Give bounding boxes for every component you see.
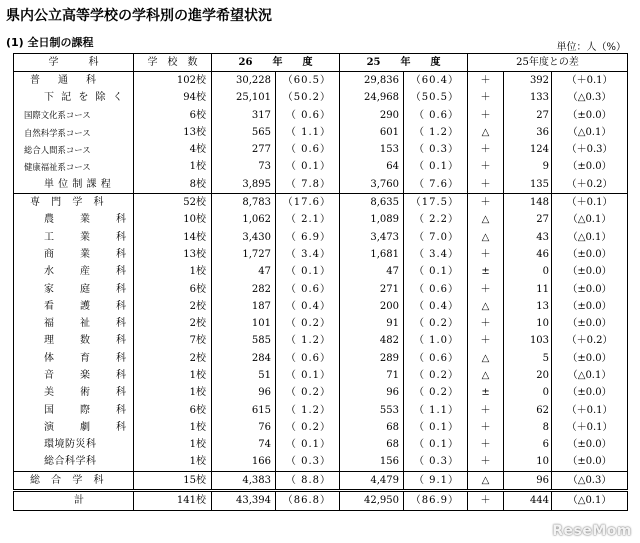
cell-n26: 47	[212, 264, 276, 281]
cell-n25: 96	[340, 385, 404, 402]
cell-dp: （△0.1）	[552, 212, 628, 229]
table-row	[14, 419, 628, 436]
table-row	[14, 212, 628, 229]
cell-sign: △	[468, 367, 504, 384]
cell-n26: 1,727	[212, 246, 276, 263]
cell-dn: 444	[504, 491, 552, 510]
cell-n25: 4,479	[340, 472, 404, 491]
cell-n25: 289	[340, 350, 404, 367]
cell-n25: 24,968	[340, 90, 404, 107]
cell-n26: 585	[212, 333, 276, 350]
cell-p26: （ 3.4）	[276, 246, 340, 263]
enrollment-table	[13, 53, 628, 511]
cell-sign: ＋	[468, 194, 504, 212]
cell-dn: 8	[504, 419, 552, 436]
table-row	[14, 90, 628, 107]
cell-sign: ＋	[468, 402, 504, 419]
cell-dp: （±0.0）	[552, 246, 628, 263]
cell-dp: （△0.1）	[552, 367, 628, 384]
cell-dp: （＋0.1）	[552, 402, 628, 419]
cell-p26: （ 0.2）	[276, 419, 340, 436]
cell-n26: 73	[212, 159, 276, 176]
cell-p25: （ 9.1）	[404, 472, 468, 491]
table-row	[14, 472, 628, 491]
cell-p26: （ 0.6）	[276, 281, 340, 298]
table-row	[14, 124, 628, 141]
cell-name: 体 育 科	[44, 352, 134, 364]
cell-p25: （ 0.6）	[404, 350, 468, 367]
cell-sign: △	[468, 124, 504, 141]
cell-n26: 30,228	[212, 72, 276, 90]
cell-dn: 27	[504, 107, 552, 124]
table-header-row	[14, 54, 628, 72]
cell-schools: 102校	[134, 72, 212, 90]
cell-dn: 103	[504, 333, 552, 350]
table-row	[14, 107, 628, 124]
cell-p26: （60.5）	[276, 72, 340, 90]
cell-name: 工 業 科	[44, 231, 134, 243]
header-gakka: 学 科	[14, 54, 134, 72]
table-row	[14, 176, 628, 194]
cell-sign: △	[468, 298, 504, 315]
cell-p26: （17.6）	[276, 194, 340, 212]
cell-dp: （△0.3）	[552, 90, 628, 107]
cell-name: 理 数 科	[44, 335, 134, 347]
cell-n25: 153	[340, 141, 404, 158]
cell-n26: 565	[212, 124, 276, 141]
table-row	[14, 298, 628, 315]
cell-p25: （ 0.6）	[404, 107, 468, 124]
cell-n25: 200	[340, 298, 404, 315]
cell-dp: （△0.3）	[552, 472, 628, 491]
cell-p25: （ 0.2）	[404, 385, 468, 402]
cell-schools: 1校	[134, 454, 212, 472]
cell-name: 専 門 学 科	[14, 194, 134, 212]
cell-schools: 1校	[134, 385, 212, 402]
cell-n26: 101	[212, 315, 276, 332]
cell-p25: （60.4）	[404, 72, 468, 90]
cell-schools: 6校	[134, 107, 212, 124]
cell-name: 音 楽 科	[44, 369, 134, 381]
cell-name: 単 位 制 課 程	[44, 178, 112, 190]
table-row	[14, 141, 628, 158]
cell-n25: 91	[340, 315, 404, 332]
cell-p26: （ 0.3）	[276, 454, 340, 472]
cell-p26: （ 1.2）	[276, 402, 340, 419]
cell-schools: 13校	[134, 124, 212, 141]
cell-p25: （ 0.2）	[404, 367, 468, 384]
cell-schools: 1校	[134, 159, 212, 176]
cell-p25: （ 0.3）	[404, 454, 468, 472]
cell-sign: ＋	[468, 437, 504, 454]
cell-p26: （ 1.1）	[276, 124, 340, 141]
cell-p26: （ 0.1）	[276, 159, 340, 176]
cell-dp: （△0.1）	[552, 124, 628, 141]
cell-name: 美 術 科	[44, 387, 134, 399]
cell-p26: （ 7.8）	[276, 176, 340, 194]
table-row	[14, 350, 628, 367]
cell-sign: △	[468, 472, 504, 491]
cell-sign: ＋	[468, 281, 504, 298]
table-row	[14, 72, 628, 90]
cell-dn: 46	[504, 246, 552, 263]
cell-name: 総合科学科	[44, 456, 97, 468]
cell-n25: 1,681	[340, 246, 404, 263]
cell-n25: 553	[340, 402, 404, 419]
cell-p26: （ 6.9）	[276, 229, 340, 246]
cell-dn: 5	[504, 350, 552, 367]
cell-p25: （ 7.0）	[404, 229, 468, 246]
cell-schools: 2校	[134, 350, 212, 367]
cell-p26: （ 1.2）	[276, 333, 340, 350]
cell-dn: 148	[504, 194, 552, 212]
header-diff: 25年度との差	[468, 54, 628, 72]
cell-dp: （＋0.3）	[552, 141, 628, 158]
cell-dn: 392	[504, 72, 552, 90]
cell-name: 環境防災科	[44, 439, 97, 451]
cell-p25: （86.9）	[404, 491, 468, 510]
cell-p25: （ 3.4）	[404, 246, 468, 263]
cell-dn: 6	[504, 437, 552, 454]
cell-name: 計	[14, 491, 134, 510]
cell-p25: （ 1.2）	[404, 124, 468, 141]
cell-dp: （±0.0）	[552, 107, 628, 124]
table-row	[14, 402, 628, 419]
table-row	[14, 281, 628, 298]
cell-n26: 43,394	[212, 491, 276, 510]
cell-n26: 25,101	[212, 90, 276, 107]
cell-dn: 36	[504, 124, 552, 141]
cell-name: 総 合 学 科	[14, 472, 134, 491]
cell-sign: ＋	[468, 454, 504, 472]
cell-sign: ＋	[468, 90, 504, 107]
table-row	[14, 491, 628, 510]
cell-dn: 124	[504, 141, 552, 158]
cell-schools: 2校	[134, 315, 212, 332]
cell-p26: （ 0.6）	[276, 107, 340, 124]
cell-name: 演 劇 科	[44, 421, 134, 433]
header-schools: 学 校 数	[134, 54, 212, 72]
cell-dp: （＋0.1）	[552, 419, 628, 436]
cell-dn: 62	[504, 402, 552, 419]
cell-dn: 11	[504, 281, 552, 298]
table-row	[14, 437, 628, 454]
cell-sign: ±	[468, 264, 504, 281]
cell-n26: 76	[212, 419, 276, 436]
cell-dp: （±0.0）	[552, 264, 628, 281]
cell-n26: 282	[212, 281, 276, 298]
cell-n25: 271	[340, 281, 404, 298]
unit-label: 単位：人（%）	[556, 42, 626, 53]
cell-dp: （△0.1）	[552, 491, 628, 510]
cell-n25: 71	[340, 367, 404, 384]
cell-schools: 13校	[134, 246, 212, 263]
cell-schools: 7校	[134, 333, 212, 350]
cell-p26: （ 8.8）	[276, 472, 340, 491]
cell-schools: 15校	[134, 472, 212, 491]
cell-dn: 20	[504, 367, 552, 384]
header-year-26: 26 年 度	[212, 54, 340, 72]
cell-dp: （＋0.1）	[552, 72, 628, 90]
cell-dn: 13	[504, 298, 552, 315]
cell-sign: ＋	[468, 315, 504, 332]
cell-p26: （ 0.2）	[276, 385, 340, 402]
cell-p25: （ 0.4）	[404, 298, 468, 315]
cell-p25: （50.5）	[404, 90, 468, 107]
cell-n26: 51	[212, 367, 276, 384]
section-subtitle: (1) 全日制の課程	[6, 36, 94, 49]
cell-dn: 0	[504, 264, 552, 281]
cell-n25: 1,089	[340, 212, 404, 229]
cell-sign: ＋	[468, 333, 504, 350]
cell-schools: 10校	[134, 212, 212, 229]
cell-sign: ＋	[468, 176, 504, 194]
cell-dp: （±0.0）	[552, 281, 628, 298]
cell-p26: （ 0.1）	[276, 367, 340, 384]
cell-p25: （ 2.2）	[404, 212, 468, 229]
cell-name: 商 業 科	[44, 248, 134, 260]
cell-n25: 601	[340, 124, 404, 141]
cell-p25: （ 0.6）	[404, 281, 468, 298]
cell-name: 農 業 科	[44, 214, 134, 226]
cell-n26: 4,383	[212, 472, 276, 491]
cell-dp: （＋0.1）	[552, 194, 628, 212]
cell-dn: 9	[504, 159, 552, 176]
cell-n26: 96	[212, 385, 276, 402]
cell-n26: 317	[212, 107, 276, 124]
cell-dp: （＋0.2）	[552, 176, 628, 194]
table-row	[14, 246, 628, 263]
cell-p26: （50.2）	[276, 90, 340, 107]
cell-n25: 3,760	[340, 176, 404, 194]
cell-sign: ±	[468, 385, 504, 402]
cell-p26: （ 0.2）	[276, 315, 340, 332]
table-row	[14, 367, 628, 384]
cell-sign: ＋	[468, 141, 504, 158]
cell-p26: （ 0.6）	[276, 141, 340, 158]
cell-dp: （＋0.2）	[552, 333, 628, 350]
cell-p25: （ 0.1）	[404, 437, 468, 454]
cell-schools: 1校	[134, 367, 212, 384]
cell-n25: 68	[340, 419, 404, 436]
cell-dn: 0	[504, 385, 552, 402]
cell-dn: 133	[504, 90, 552, 107]
cell-p26: （86.8）	[276, 491, 340, 510]
cell-p25: （ 0.3）	[404, 141, 468, 158]
cell-dp: （±0.0）	[552, 159, 628, 176]
cell-p26: （ 0.6）	[276, 350, 340, 367]
cell-dn: 96	[504, 472, 552, 491]
cell-n26: 166	[212, 454, 276, 472]
cell-schools: 141校	[134, 491, 212, 510]
cell-p26: （ 0.1）	[276, 264, 340, 281]
cell-dn: 10	[504, 315, 552, 332]
cell-n25: 29,836	[340, 72, 404, 90]
cell-schools: 52校	[134, 194, 212, 212]
cell-sign: ＋	[468, 107, 504, 124]
cell-dp: （±0.0）	[552, 437, 628, 454]
cell-p26: （ 2.1）	[276, 212, 340, 229]
cell-schools: 1校	[134, 264, 212, 281]
cell-p25: （ 1.1）	[404, 402, 468, 419]
cell-sign: ＋	[468, 419, 504, 436]
cell-n26: 277	[212, 141, 276, 158]
watermark-logo: ReseMom	[552, 523, 632, 539]
cell-name: 普 通 科	[30, 74, 100, 86]
cell-p25: （ 1.0）	[404, 333, 468, 350]
cell-schools: 2校	[134, 298, 212, 315]
table-row	[14, 229, 628, 246]
cell-n26: 615	[212, 402, 276, 419]
cell-name: 水 産 科	[44, 266, 134, 278]
cell-name: 総合人間系コース	[24, 144, 91, 155]
table-row	[14, 159, 628, 176]
cell-dn: 43	[504, 229, 552, 246]
cell-name: 国際文化系コース	[24, 110, 91, 121]
cell-n26: 3,895	[212, 176, 276, 194]
cell-sign: △	[468, 229, 504, 246]
cell-name: 福 祉 科	[44, 318, 134, 330]
cell-p25: （17.5）	[404, 194, 468, 212]
cell-n25: 68	[340, 437, 404, 454]
cell-name: 健康福祉系コース	[24, 162, 91, 173]
cell-dp: （±0.0）	[552, 454, 628, 472]
cell-n26: 8,783	[212, 194, 276, 212]
cell-n26: 3,430	[212, 229, 276, 246]
table-row	[14, 315, 628, 332]
cell-schools: 94校	[134, 90, 212, 107]
cell-n25: 47	[340, 264, 404, 281]
cell-n26: 1,062	[212, 212, 276, 229]
table-row	[14, 385, 628, 402]
cell-n25: 42,950	[340, 491, 404, 510]
cell-n25: 156	[340, 454, 404, 472]
table-row	[14, 194, 628, 212]
cell-sign: ＋	[468, 72, 504, 90]
cell-sign: ＋	[468, 159, 504, 176]
header-year-25: 25 年 度	[340, 54, 468, 72]
cell-schools: 14校	[134, 229, 212, 246]
cell-dp: （±0.0）	[552, 315, 628, 332]
cell-n25: 290	[340, 107, 404, 124]
cell-dp: （±0.0）	[552, 350, 628, 367]
cell-dp: （±0.0）	[552, 385, 628, 402]
cell-p25: （ 0.1）	[404, 419, 468, 436]
cell-sign: ＋	[468, 246, 504, 263]
cell-n26: 187	[212, 298, 276, 315]
cell-name: 自然科学系コース	[24, 127, 91, 138]
cell-n25: 482	[340, 333, 404, 350]
cell-n25: 64	[340, 159, 404, 176]
cell-name: 下 記 を 除 く	[44, 92, 125, 104]
cell-dp: （±0.0）	[552, 298, 628, 315]
cell-n26: 284	[212, 350, 276, 367]
cell-dn: 27	[504, 212, 552, 229]
cell-dn: 10	[504, 454, 552, 472]
cell-p25: （ 0.1）	[404, 159, 468, 176]
cell-p25: （ 0.1）	[404, 264, 468, 281]
cell-sign: ＋	[468, 491, 504, 510]
cell-schools: 1校	[134, 437, 212, 454]
cell-schools: 6校	[134, 402, 212, 419]
cell-name: 家 庭 科	[44, 283, 134, 295]
cell-name: 看 護 科	[44, 300, 134, 312]
cell-n25: 3,473	[340, 229, 404, 246]
page-title: 県内公立高等学校の学科別の進学希望状況	[6, 8, 272, 24]
cell-p25: （ 0.2）	[404, 315, 468, 332]
table-row	[14, 454, 628, 472]
cell-name: 国 際 科	[44, 404, 134, 416]
table-row	[14, 264, 628, 281]
cell-schools: 1校	[134, 419, 212, 436]
cell-dp: （△0.1）	[552, 229, 628, 246]
cell-sign: △	[468, 212, 504, 229]
cell-sign: △	[468, 350, 504, 367]
cell-n25: 8,635	[340, 194, 404, 212]
cell-dn: 135	[504, 176, 552, 194]
table-row	[14, 333, 628, 350]
cell-p25: （ 7.6）	[404, 176, 468, 194]
cell-schools: 8校	[134, 176, 212, 194]
cell-p26: （ 0.1）	[276, 437, 340, 454]
cell-n26: 74	[212, 437, 276, 454]
cell-p26: （ 0.4）	[276, 298, 340, 315]
cell-schools: 4校	[134, 141, 212, 158]
cell-schools: 6校	[134, 281, 212, 298]
